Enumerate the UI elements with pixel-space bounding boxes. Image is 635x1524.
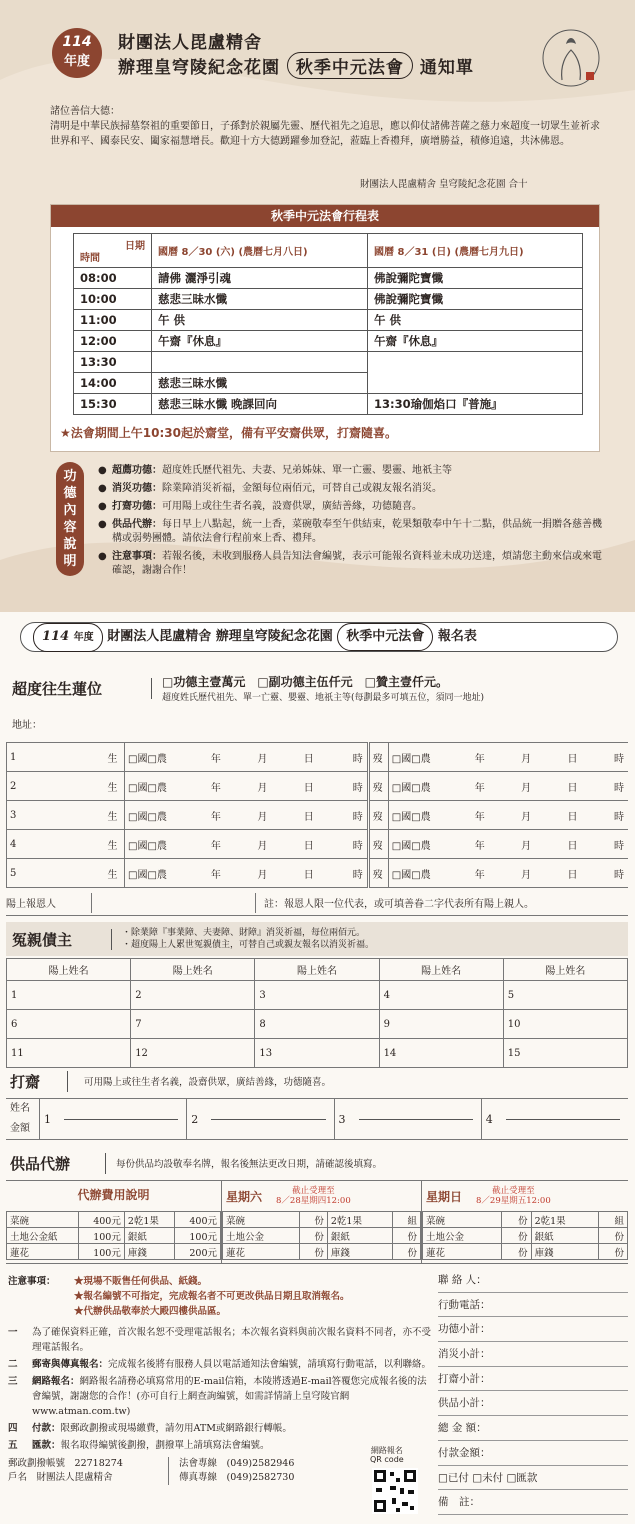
- death-d[interactable]: 日: [535, 772, 581, 801]
- dazhai-line[interactable]: [506, 1119, 620, 1120]
- gongpin-bar: [6, 1150, 628, 1176]
- merits-list: [98, 464, 608, 582]
- birth-label: 生: [105, 801, 125, 830]
- reporter-note: 註：報恩人限一位代表，或可填善眷二字代表所有陽上親人。: [264, 899, 534, 910]
- post-acct: 22718274: [74, 1458, 123, 1469]
- contact-field[interactable]: 消災小計：: [438, 1342, 628, 1367]
- yuanqin-name-cell[interactable]: 15: [503, 1039, 627, 1068]
- chaodu-section: [12, 668, 624, 746]
- chaodu-row: [7, 743, 629, 772]
- title-pill: 秋季中元法會: [287, 52, 413, 79]
- greeting-block: [50, 104, 600, 149]
- acct-name-label: 戶名: [8, 1472, 28, 1483]
- death-label: 歿: [368, 772, 388, 801]
- fee-row-cell: 100元: [79, 1228, 125, 1244]
- birth-calendar[interactable]: □國□農: [125, 859, 179, 888]
- birth-h[interactable]: 時: [318, 830, 369, 859]
- death-h[interactable]: 時: [582, 801, 628, 830]
- birth-calendar[interactable]: □國□農: [125, 801, 179, 830]
- note-key: 郵寄與傳真報名：: [32, 1359, 109, 1370]
- schedule-row: 13:30: [74, 352, 583, 373]
- sun-order-row-cell: 菜碗: [423, 1212, 502, 1228]
- sun-order-row: [423, 1228, 628, 1244]
- name-input[interactable]: [35, 772, 105, 801]
- fax-label: 傳真專線: [179, 1472, 218, 1483]
- birth-m[interactable]: 月: [225, 830, 271, 859]
- note-star: ★報名編號不可指定，完成報名者不可更改供品日期且取消報名。: [74, 1291, 350, 1302]
- sun-order-row-cell: 2乾1果: [531, 1212, 598, 1228]
- dazhai-note: 可用陽上或往生者名義，設齋供眾，廣結善緣，功德隨喜。: [84, 1077, 332, 1088]
- sun-order-row-cell: 銀紙: [531, 1228, 598, 1244]
- row-number: 5: [7, 859, 35, 888]
- schedule-table: [73, 233, 583, 415]
- sun-order-row-cell[interactable]: 份: [598, 1244, 627, 1260]
- name-column-header: 陽上姓名: [7, 959, 131, 981]
- death-h[interactable]: 時: [582, 772, 628, 801]
- death-calendar[interactable]: □國□農: [388, 830, 442, 859]
- dazhai-slot[interactable]: [482, 1099, 628, 1139]
- title-suffix: 通知單: [419, 58, 474, 78]
- note-item: [8, 1325, 432, 1355]
- note-body: 網路報名請務必填寫常用的E-mail信箱，本陵將透過E-mail答覆您完成報名後的法會編號，謝謝您的合作！(亦可自行上網查詢編號，如需詳情請上皇穹陵官網www.atman.com.tw): [32, 1376, 427, 1417]
- birth-label: 生: [105, 859, 125, 888]
- death-m[interactable]: 月: [489, 743, 535, 772]
- note-key: 匯款：: [32, 1440, 61, 1451]
- fee-row-cell: 蓮花: [7, 1244, 79, 1260]
- yuanqin-bar: [6, 922, 628, 956]
- yuanqin-header-row: [7, 959, 628, 981]
- fee-table: [6, 1211, 221, 1260]
- sat-order-row-cell[interactable]: 組: [392, 1212, 420, 1228]
- dazhai-slot[interactable]: [335, 1099, 482, 1139]
- reporter-row: [6, 890, 628, 916]
- yuanqin-name-cell[interactable]: 3: [255, 981, 379, 1010]
- note-body: 報名取得編號後劃撥，劃撥單上請填寫法會編號。: [60, 1440, 270, 1451]
- note-body: 限郵政劃撥或現場繳費，請勿用ATM或網路銀行轉帳。: [60, 1423, 292, 1434]
- sun-deadline: 8／29星期五12:00: [476, 1196, 551, 1206]
- dazhai-row: [6, 1098, 628, 1140]
- schedule-row: 10:00 慈悲三昧水懺 佛說彌陀寶懺: [74, 289, 583, 310]
- death-y[interactable]: 年: [442, 830, 488, 859]
- notice-title: [118, 52, 474, 79]
- sat-order-row-cell[interactable]: 份: [299, 1212, 327, 1228]
- merit-item: ● 超薦功德：超度姓氏歷代祖先、夫妻、兄弟姊妹、單一亡靈、嬰靈、地祇主等: [98, 464, 608, 478]
- fee-row-cell: 200元: [175, 1244, 221, 1260]
- gongpin-area: [6, 1180, 628, 1264]
- year-badge: [52, 28, 102, 78]
- birth-d[interactable]: 日: [271, 772, 317, 801]
- name-input[interactable]: [35, 830, 105, 859]
- fee-row-cell: 100元: [79, 1244, 125, 1260]
- schedule-row: 11:00 午 供 午 供: [74, 310, 583, 331]
- yuanqin-row: [7, 981, 628, 1010]
- note-number: 四: [8, 1423, 18, 1434]
- death-y[interactable]: 年: [442, 859, 488, 888]
- schedule-notice: ★法會期間上午10:30起於齋堂，備有平安齋供眾，打齋隨喜。: [60, 426, 397, 440]
- contact-field[interactable]: 聯 絡 人：: [438, 1268, 628, 1293]
- dazhai-slot[interactable]: [187, 1099, 334, 1139]
- sun-order-row-cell: 庫錢: [531, 1244, 598, 1260]
- sat-order-row-cell[interactable]: 份: [299, 1228, 327, 1244]
- qr-caption: 網路報名 QR code: [370, 1446, 404, 1464]
- death-m[interactable]: 月: [489, 801, 535, 830]
- birth-calendar[interactable]: □國□農: [125, 830, 179, 859]
- row-number: 4: [7, 830, 35, 859]
- post-acct-label: 郵政劃撥帳號: [8, 1458, 66, 1469]
- birth-h[interactable]: 時: [318, 743, 369, 772]
- note-body: 為了確保資料正確，首次報名恕不受理電話報名；本次報名資料與前次報名資料不同者，亦不受理電話報名。: [32, 1327, 432, 1353]
- acct-name: 財團法人毘盧精舍: [36, 1472, 113, 1483]
- sun-deadline-label: 截止受理至: [492, 1186, 535, 1196]
- form-suffix: 報名表: [437, 629, 477, 644]
- yuanqin-row: [7, 1039, 628, 1068]
- name-column-header: 陽上姓名: [379, 959, 503, 981]
- fee-row-cell: 土地公金紙: [7, 1228, 79, 1244]
- contact-field[interactable]: □已付 □未付 □匯款: [438, 1466, 628, 1491]
- dazhai-line[interactable]: [211, 1119, 325, 1120]
- note-star: ★代辦供品敬奉於大殿四樓供品區。: [74, 1306, 227, 1317]
- sat-order-row-cell[interactable]: 份: [392, 1244, 420, 1260]
- chaodu-options[interactable]: □功德主壹萬元 □副功德主伍仟元 □贊主壹仟元。: [162, 675, 449, 689]
- death-d[interactable]: 日: [535, 830, 581, 859]
- birth-calendar[interactable]: □國□農: [125, 743, 179, 772]
- birth-y[interactable]: 年: [179, 859, 225, 888]
- fee-row-cell: 400元: [79, 1212, 125, 1228]
- note-number: 一: [8, 1327, 18, 1338]
- contact-field[interactable]: 備 註：: [438, 1490, 628, 1515]
- contact-field[interactable]: 行動電話：: [438, 1293, 628, 1318]
- birth-m[interactable]: 月: [225, 743, 271, 772]
- fee-title: 代辦費用說明: [77, 1188, 150, 1202]
- yuanqin-name-cell[interactable]: 2: [131, 981, 255, 1010]
- qr-code-icon[interactable]: [372, 1468, 418, 1514]
- birth-d[interactable]: 日: [271, 743, 317, 772]
- birth-d[interactable]: 日: [271, 801, 317, 830]
- name-input[interactable]: [35, 743, 105, 772]
- fee-row-cell: 銀紙: [124, 1228, 174, 1244]
- fee-row-cell: 菜碗: [7, 1212, 79, 1228]
- death-label: 歿: [368, 801, 388, 830]
- note-text: [32, 1357, 432, 1372]
- chaodu-note: 超度姓氏歷代祖先、單一亡靈、嬰靈、地祇主等(每劃最多可填五位，須同一地址): [162, 693, 485, 703]
- schedule-corner: 日期 時間: [74, 234, 152, 268]
- death-y[interactable]: 年: [442, 743, 488, 772]
- fee-row: [7, 1244, 221, 1260]
- sun-order-row-cell[interactable]: 組: [598, 1212, 627, 1228]
- yuanqin-name-cell[interactable]: 1: [7, 981, 131, 1010]
- contact-field[interactable]: 供品小計：: [438, 1391, 628, 1416]
- yuanqin-name-cell[interactable]: 8: [255, 1010, 379, 1039]
- birth-d[interactable]: 日: [271, 859, 317, 888]
- note-number: 三: [8, 1376, 18, 1387]
- death-calendar[interactable]: □國□農: [388, 859, 442, 888]
- birth-m[interactable]: 月: [225, 772, 271, 801]
- birth-h[interactable]: 時: [318, 801, 369, 830]
- yuanqin-name-cell[interactable]: 10: [503, 1010, 627, 1039]
- yuanqin-table: [6, 958, 628, 1068]
- death-m[interactable]: 月: [489, 772, 535, 801]
- fax: (049)2582730: [226, 1472, 295, 1483]
- contact-summary: [438, 1268, 628, 1515]
- reporter-input[interactable]: [91, 893, 256, 913]
- birth-y[interactable]: 年: [179, 743, 225, 772]
- fee-row: [7, 1212, 221, 1228]
- year-number: 114: [62, 34, 92, 50]
- dazhai-name-label: 姓名: [10, 1103, 30, 1114]
- note-star: ★現場不販售任何供品、紙錢。: [74, 1276, 208, 1287]
- form-header: [20, 622, 618, 652]
- signature: 財團法人毘盧精舍 皇穹陵紀念花園 合十: [360, 179, 528, 190]
- yuanqin-name-cell[interactable]: 4: [379, 981, 503, 1010]
- sat-order-row-cell: 庫錢: [327, 1244, 392, 1260]
- dazhai-title: 打齋: [6, 1071, 68, 1092]
- day2-header: 國曆 8／31 (日) (農曆七月九日): [368, 234, 583, 268]
- chaodu-row: [7, 772, 629, 801]
- death-m[interactable]: 月: [489, 859, 535, 888]
- yuanqin-title: 冤親債主: [6, 929, 112, 950]
- death-calendar[interactable]: □國□農: [388, 772, 442, 801]
- chaodu-row: [7, 830, 629, 859]
- dazhai-slot[interactable]: [40, 1099, 187, 1139]
- chaodu-table: [6, 742, 628, 888]
- sun-order-row-cell[interactable]: 份: [502, 1244, 531, 1260]
- death-label: 歿: [368, 743, 388, 772]
- note-item: [8, 1374, 432, 1419]
- birth-y[interactable]: 年: [179, 830, 225, 859]
- schedule-row: 14:00 慈悲三昧水懺: [74, 373, 583, 394]
- note-key: 網路報名：: [32, 1376, 80, 1387]
- note-item: [8, 1438, 432, 1453]
- sat-order-row: [223, 1228, 421, 1244]
- sat-label: 星期六: [226, 1189, 263, 1204]
- sun-order-row-cell[interactable]: 份: [502, 1212, 531, 1228]
- contact-field[interactable]: 付款金額：: [438, 1441, 628, 1466]
- merits-label: 功德內容說明: [56, 462, 84, 576]
- fee-row-cell: 100元: [175, 1228, 221, 1244]
- sun-order-row: [423, 1244, 628, 1260]
- sat-order-row-cell: 2乾1果: [327, 1212, 392, 1228]
- fee-row: [7, 1228, 221, 1244]
- yuanqin-name-cell[interactable]: 6: [7, 1010, 131, 1039]
- sun-label: 星期日: [426, 1189, 463, 1204]
- org-title: 財團法人毘盧精舍: [118, 33, 262, 53]
- sat-order-row-cell: 蓮花: [223, 1244, 300, 1260]
- death-d[interactable]: 日: [535, 801, 581, 830]
- merit-item: ● 供品代辦：每日早上八點起，統一上香，菜碗敬奉至午供結束，乾果類敬奉中午十二點，供品統一捐贈各慈善機構或弱勢團體。請依法會行程前來上香、禮拜。: [98, 518, 608, 546]
- day1-header: 國曆 8／30 (六) (農曆七月八日): [152, 234, 368, 268]
- chaodu-row: [7, 801, 629, 830]
- birth-d[interactable]: 日: [271, 830, 317, 859]
- schedule-row: 08:00 請佛 灑淨引魂 佛說彌陀寶懺: [74, 268, 583, 289]
- sat-order-row-cell: 菜碗: [223, 1212, 300, 1228]
- contact-field[interactable]: 總 金 額：: [438, 1416, 628, 1441]
- sat-order-row-cell: 銀紙: [327, 1228, 392, 1244]
- schedule-row: 12:00 午齋『休息』 午齋『休息』: [74, 331, 583, 352]
- sat-order-row: [223, 1212, 421, 1228]
- sun-order-row-cell: 土地公金: [423, 1228, 502, 1244]
- yuanqin-name-cell[interactable]: 5: [503, 981, 627, 1010]
- contact-field[interactable]: 打齋小計：: [438, 1367, 628, 1392]
- death-m[interactable]: 月: [489, 830, 535, 859]
- dazhai-amount-label: 金額: [10, 1123, 30, 1134]
- name-input[interactable]: [35, 859, 105, 888]
- death-calendar[interactable]: □國□農: [388, 743, 442, 772]
- schedule-title: 秋季中元法會行程表: [51, 205, 599, 227]
- dazhai-number: 1: [44, 1112, 51, 1126]
- form-year: 114 年度: [33, 623, 103, 652]
- yuanqin-name-cell[interactable]: 9: [379, 1010, 503, 1039]
- death-y[interactable]: 年: [442, 772, 488, 801]
- gongpin-title: 供品代辦: [6, 1153, 106, 1174]
- birth-m[interactable]: 月: [225, 801, 271, 830]
- sat-deadline-label: 截止受理至: [292, 1186, 335, 1196]
- note-body: 完成報名後將有服務人員以電話通知法會編號，請填寫行動電話，以利聯絡。: [108, 1359, 432, 1370]
- note-number: 二: [8, 1359, 18, 1370]
- yuanqin-note2: ・超度陽上人累世冤親債主，可替自己或親友報名以消災祈福。: [122, 940, 375, 950]
- salutation: 諸位善信大德：: [50, 106, 120, 117]
- sat-order-row-cell: 土地公金: [223, 1228, 300, 1244]
- death-d[interactable]: 日: [535, 859, 581, 888]
- sat-order-row-cell[interactable]: 份: [299, 1244, 327, 1260]
- dazhai-number: 3: [338, 1112, 346, 1126]
- birth-calendar[interactable]: □國□農: [125, 772, 179, 801]
- note-item: [8, 1357, 432, 1372]
- birth-h[interactable]: 時: [318, 772, 369, 801]
- gongpin-note: 每份供品均設敬奉名牌，報名後無法更改日期，請確認後填寫。: [116, 1159, 383, 1170]
- dazhai-number: 4: [485, 1112, 493, 1126]
- yuanqin-name-cell[interactable]: 11: [7, 1039, 131, 1068]
- schedule-panel: [50, 204, 600, 452]
- schedule-row: 15:30 慈悲三昧水懺 晚課回向 13:30瑜伽焰口『普施』: [74, 394, 583, 415]
- name-column-header: 陽上姓名: [131, 959, 255, 981]
- birth-h[interactable]: 時: [318, 859, 369, 888]
- form-pill: 秋季中元法會: [337, 623, 433, 651]
- death-calendar[interactable]: □國□農: [388, 801, 442, 830]
- merit-item: ● 注意事項：若報名後，未收到服務人員告知法會編號，表示可能報名資料並未成功送達，煩請您主動來信或來電確認，謝謝合作！: [98, 550, 608, 578]
- yuanqin-name-cell[interactable]: 13: [255, 1039, 379, 1068]
- yuanqin-row: [7, 1010, 628, 1039]
- birth-label: 生: [105, 772, 125, 801]
- address-field[interactable]: 地址：: [12, 720, 42, 731]
- chaodu-title: 超度往生蓮位: [12, 678, 152, 699]
- tel: (049)2582946: [226, 1458, 295, 1469]
- death-d[interactable]: 日: [535, 743, 581, 772]
- sun-order-row-cell[interactable]: 份: [502, 1228, 531, 1244]
- dazhai-line[interactable]: [64, 1119, 178, 1120]
- chaodu-row: [7, 859, 629, 888]
- note-text: [32, 1421, 432, 1436]
- name-column-header: 陽上姓名: [503, 959, 627, 981]
- name-input[interactable]: [35, 801, 105, 830]
- birth-label: 生: [105, 830, 125, 859]
- yuanqin-note1: ・除業障『事業障、夫妻障、財障』消災祈福，每位兩佰元。: [122, 928, 366, 938]
- dazhai-line[interactable]: [359, 1119, 473, 1120]
- sun-order-row-cell[interactable]: 份: [598, 1228, 627, 1244]
- lotus-hand-logo-icon: [540, 20, 602, 95]
- name-column-header: 陽上姓名: [255, 959, 379, 981]
- title-prefix: 辦理皇穹陵紀念花園: [118, 58, 280, 78]
- birth-y[interactable]: 年: [179, 772, 225, 801]
- tel-label: 法會專線: [179, 1458, 218, 1469]
- birth-label: 生: [105, 743, 125, 772]
- note-item: [8, 1421, 432, 1436]
- merit-item: ● 消災功德：除業障消災祈福，金額每位兩佰元，可替自己或親友報名消災。: [98, 482, 608, 496]
- death-h[interactable]: 時: [582, 830, 628, 859]
- year-suffix: 年度: [63, 54, 90, 69]
- death-h[interactable]: 時: [582, 743, 628, 772]
- sun-order-row: [423, 1212, 628, 1228]
- fee-row-cell: 2乾1果: [124, 1212, 174, 1228]
- row-number: 3: [7, 801, 35, 830]
- yuanqin-name-cell[interactable]: 14: [379, 1039, 503, 1068]
- sun-order-table: [422, 1211, 628, 1260]
- note-text: [32, 1374, 432, 1419]
- note-number: 五: [8, 1440, 18, 1451]
- notes-label: 注意事項：: [8, 1276, 56, 1287]
- sat-order-row: [223, 1244, 421, 1260]
- birth-y[interactable]: 年: [179, 801, 225, 830]
- fee-row-cell: 400元: [175, 1212, 221, 1228]
- notes-block: [8, 1274, 432, 1485]
- note-text: [32, 1325, 432, 1355]
- birth-m[interactable]: 月: [225, 859, 271, 888]
- merit-item: ● 打齋功德：可用陽上或往生者名義，設齋供眾，廣結善緣，功德隨喜。: [98, 500, 608, 514]
- yuanqin-name-cell[interactable]: 7: [131, 1010, 255, 1039]
- form-org: 財團法人毘盧精舍 辦理皇穹陵紀念花園: [107, 629, 333, 644]
- death-h[interactable]: 時: [582, 859, 628, 888]
- sat-order-row-cell[interactable]: 份: [392, 1228, 420, 1244]
- dazhai-number: 2: [191, 1112, 199, 1126]
- contact-field[interactable]: 功德小計：: [438, 1317, 628, 1342]
- sat-deadline: 8／28星期四12:00: [276, 1196, 351, 1206]
- death-label: 歿: [368, 830, 388, 859]
- dazhai-bar: [6, 1068, 628, 1094]
- reporter-label: 陽上報恩人: [6, 899, 56, 910]
- death-y[interactable]: 年: [442, 801, 488, 830]
- sun-order-row-cell: 蓮花: [423, 1244, 502, 1260]
- note-key: 付款：: [32, 1423, 61, 1434]
- fee-row-cell: 庫錢: [124, 1244, 174, 1260]
- yuanqin-name-cell[interactable]: 12: [131, 1039, 255, 1068]
- sat-order-table: [222, 1211, 421, 1260]
- death-label: 歿: [368, 859, 388, 888]
- greeting-body: 清明是中華民族掃墓祭祖的重要節日，子孫對於親屬先靈、歷代祖先之追思，應以仰仗諸佛菩薩之慈力來超度一切眾生並祈求世界和平、國泰民安、闔家福慧增長。歡迎十方大德踴躍參加登記，蒞臨上香禮拜，廣增勝益，積修追遠，共沐佛恩。: [50, 121, 600, 147]
- row-number: 1: [7, 743, 35, 772]
- row-number: 2: [7, 772, 35, 801]
